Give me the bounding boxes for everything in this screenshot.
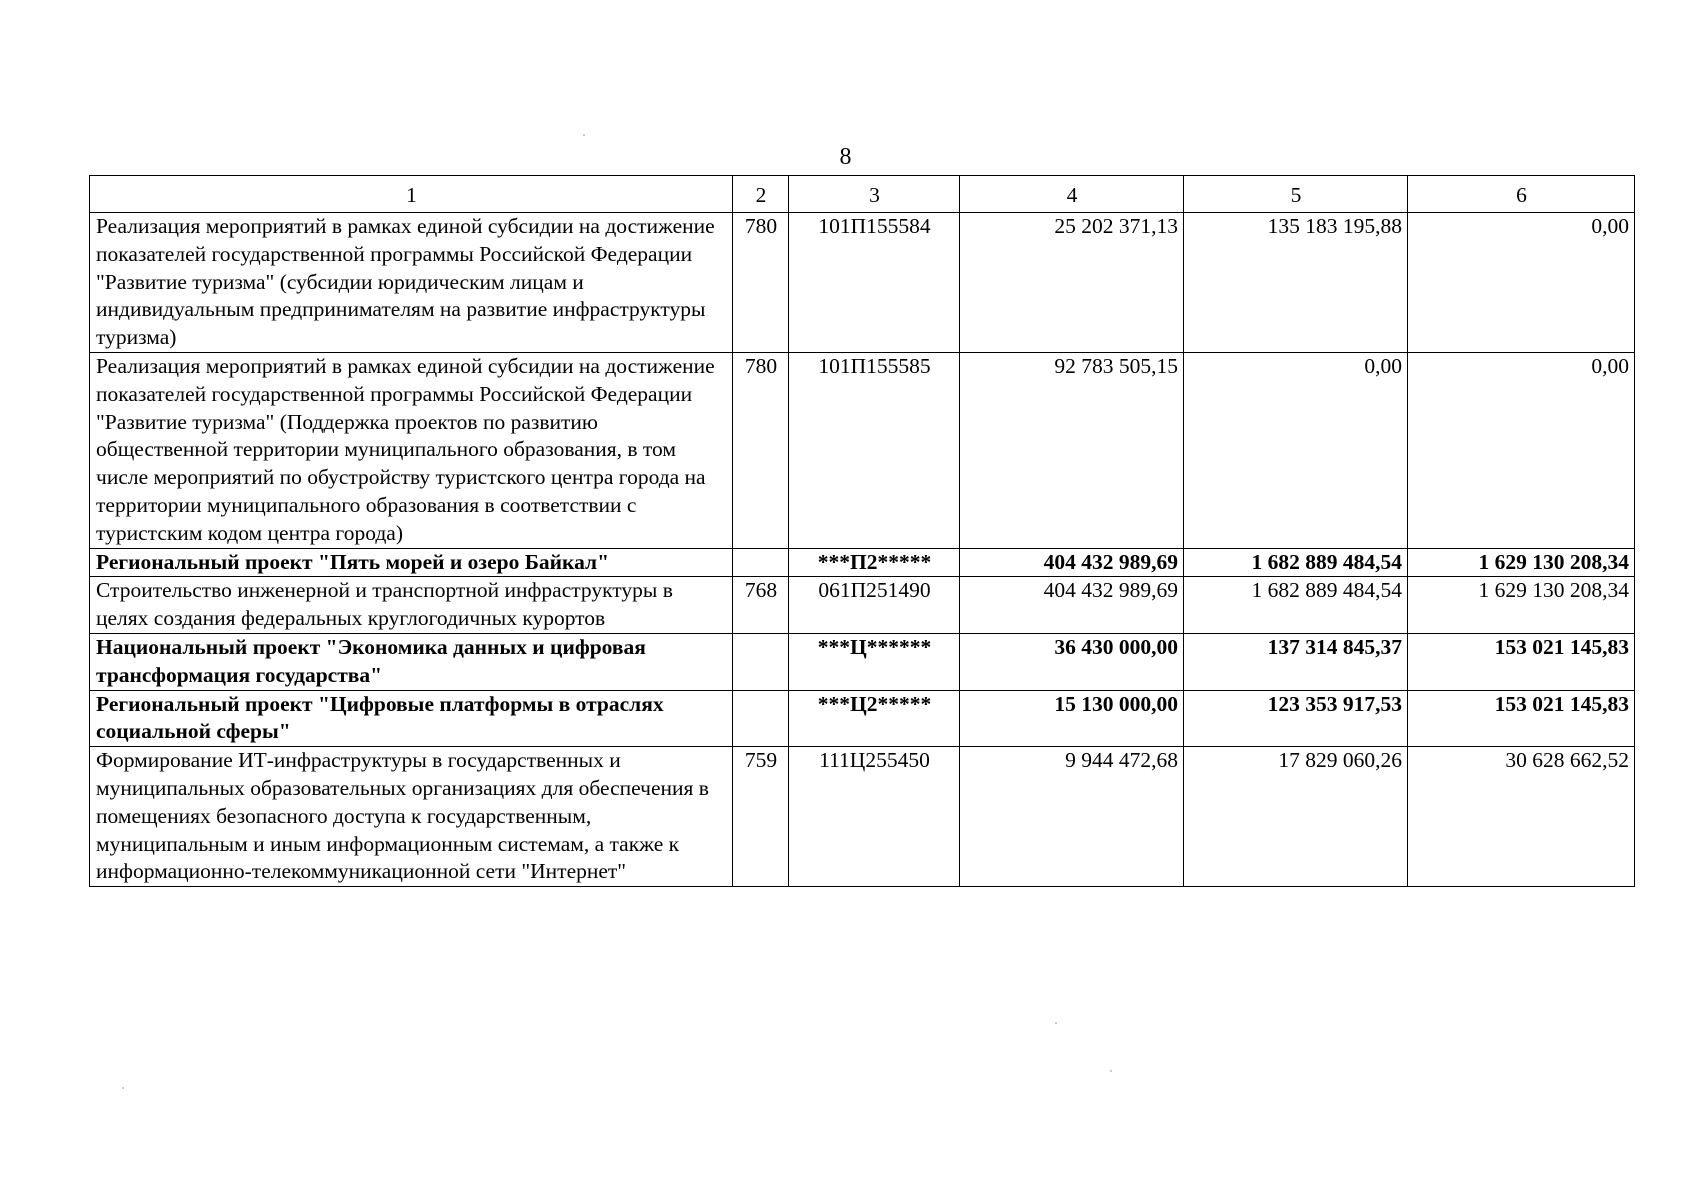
column-header-5: 5 <box>1184 176 1408 213</box>
row-code: 101П155585 <box>789 352 960 548</box>
budget-table <box>89 175 1635 887</box>
row-value-5: 123 353 917,53 <box>1184 690 1408 747</box>
row-name: Региональный проект "Цифровые платформы в отраслях социальной сферы" <box>90 690 733 747</box>
column-header-4: 4 <box>960 176 1184 213</box>
row-col2: 768 <box>733 577 789 634</box>
row-value-6: 0,00 <box>1408 213 1635 353</box>
row-value-6: 1 629 130 208,34 <box>1408 548 1635 577</box>
row-name: Реализация мероприятий в рамках единой субсидии на достижение показателей государственной программы Российской Федерации "Развитие туризма" (Поддержка проектов по развитию общественной территории муниципального образования, в том числе мероприятий по обустройству туристского центра города на территории муниципального образования в соответствии с туристским кодом центра города) <box>90 352 733 548</box>
table-row <box>90 747 1635 887</box>
row-col2: 780 <box>733 213 789 353</box>
row-col2: 759 <box>733 747 789 887</box>
column-header-1: 1 <box>90 176 733 213</box>
row-col2 <box>733 548 789 577</box>
row-value-4: 15 130 000,00 <box>960 690 1184 747</box>
column-header-2: 2 <box>733 176 789 213</box>
table-header-row <box>90 176 1635 213</box>
row-value-4: 36 430 000,00 <box>960 633 1184 690</box>
row-value-5: 0,00 <box>1184 352 1408 548</box>
row-code: 111Ц255450 <box>789 747 960 887</box>
table-row-subtotal <box>90 633 1635 690</box>
row-code: 061П251490 <box>789 577 960 634</box>
row-value-6: 30 628 662,52 <box>1408 747 1635 887</box>
table-row-subtotal <box>90 690 1635 747</box>
row-col2 <box>733 633 789 690</box>
row-value-4: 92 783 505,15 <box>960 352 1184 548</box>
scan-speck <box>1055 1022 1057 1024</box>
row-name: Формирование ИТ-инфраструктуры в государственных и муниципальных образовательных организациях для обеспечения в помещениях безопасного доступа к государственным, муниципальным и иным информационным системам, а также к информационно-телекоммуникационной сети "Интернет" <box>90 747 733 887</box>
row-name: Региональный проект "Пять морей и озеро Байкал" <box>90 548 733 577</box>
row-code: ***Ц****** <box>789 633 960 690</box>
row-value-6: 1 629 130 208,34 <box>1408 577 1635 634</box>
row-value-4: 404 432 989,69 <box>960 548 1184 577</box>
row-name: Реализация мероприятий в рамках единой субсидии на достижение показателей государственной программы Российской Федерации "Развитие туризма" (субсидии юридическим лицам и индивидуальным предпринимателям на развитие инфраструктуры туризма) <box>90 213 733 353</box>
row-value-5: 1 682 889 484,54 <box>1184 548 1408 577</box>
row-code: 101П155584 <box>789 213 960 353</box>
column-header-6: 6 <box>1408 176 1635 213</box>
scan-speck <box>583 134 585 136</box>
page-number: 8 <box>839 144 852 170</box>
table-row-subtotal <box>90 548 1635 577</box>
scan-speck <box>122 1087 124 1089</box>
row-value-5: 17 829 060,26 <box>1184 747 1408 887</box>
row-value-6: 0,00 <box>1408 352 1635 548</box>
row-col2: 780 <box>733 352 789 548</box>
table-row <box>90 352 1635 548</box>
table-row <box>90 577 1635 634</box>
row-name: Строительство инженерной и транспортной инфраструктуры в целях создания федеральных круглогодичных курортов <box>90 577 733 634</box>
row-value-4: 9 944 472,68 <box>960 747 1184 887</box>
row-value-5: 137 314 845,37 <box>1184 633 1408 690</box>
row-value-5: 135 183 195,88 <box>1184 213 1408 353</box>
column-header-3: 3 <box>789 176 960 213</box>
row-code: ***Ц2***** <box>789 690 960 747</box>
row-name: Национальный проект "Экономика данных и цифровая трансформация государства" <box>90 633 733 690</box>
scan-speck <box>1110 1070 1112 1072</box>
row-value-4: 404 432 989,69 <box>960 577 1184 634</box>
row-value-6: 153 021 145,83 <box>1408 690 1635 747</box>
table-row <box>90 213 1635 353</box>
row-value-4: 25 202 371,13 <box>960 213 1184 353</box>
row-col2 <box>733 690 789 747</box>
row-code: ***П2***** <box>789 548 960 577</box>
row-value-5: 1 682 889 484,54 <box>1184 577 1408 634</box>
row-value-6: 153 021 145,83 <box>1408 633 1635 690</box>
